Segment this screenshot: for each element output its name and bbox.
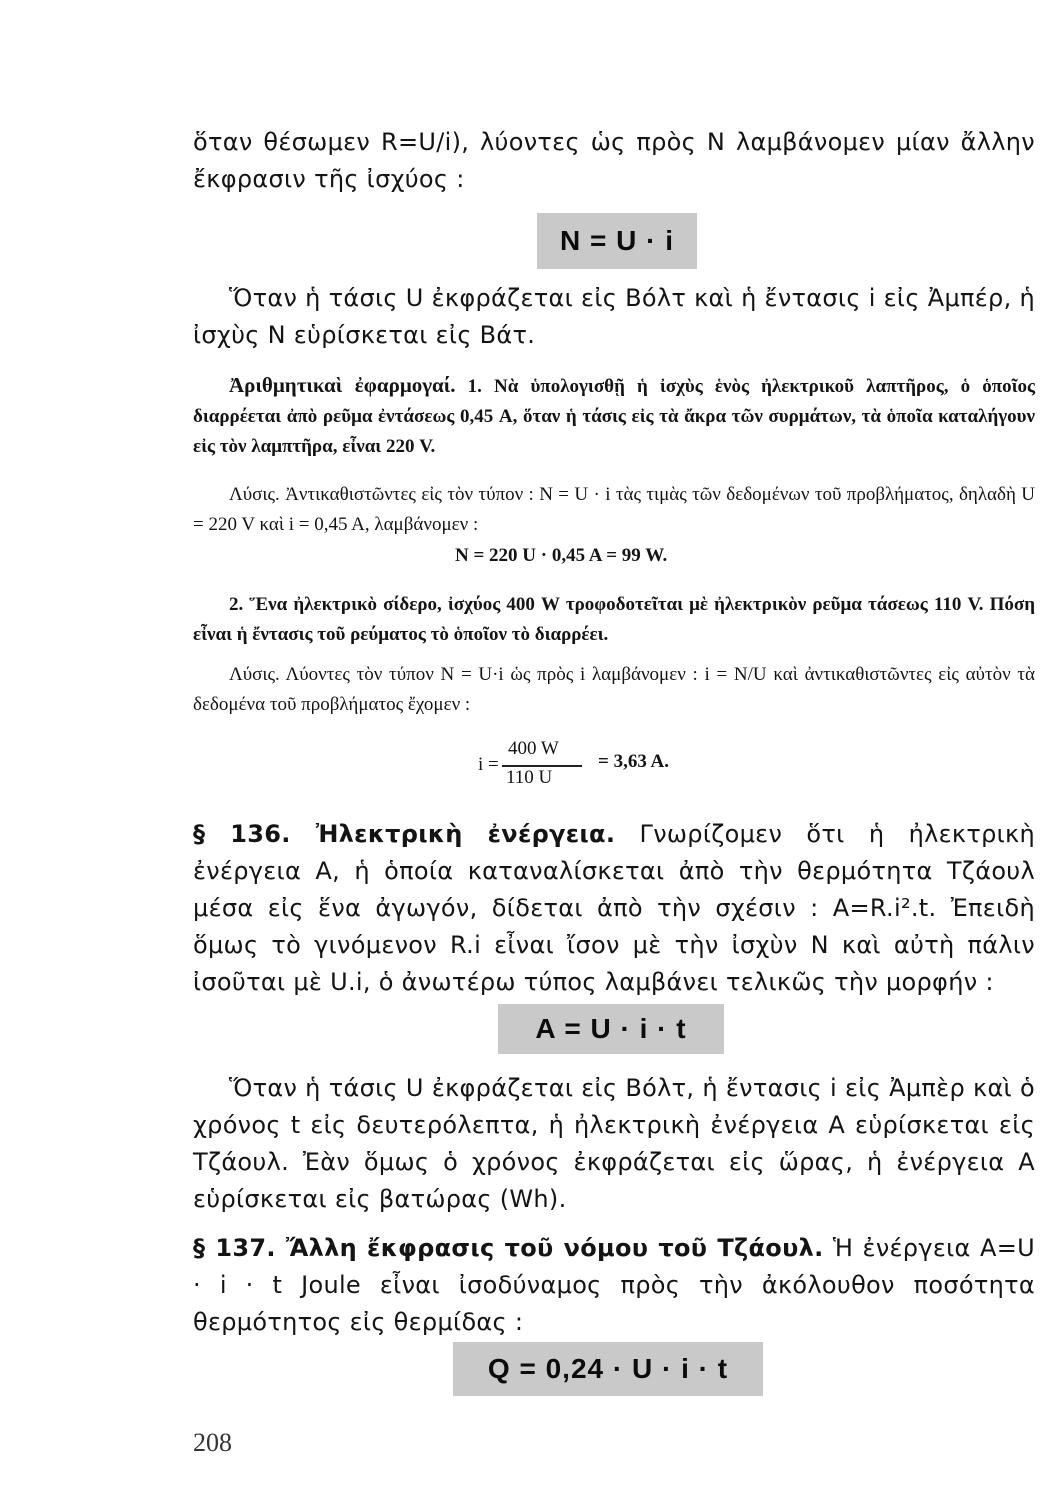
section136-paragraph [193,816,1035,1001]
problem1-text: 1. Νὰ ὑπολογισθῇ ἡ ἰσχὺς ἑνὸς ἠλεκτρικοῦ λαπτῆρος, ὁ ὁποῖος διαρρέεται ἀπὸ ρεῦμα ἐντάσεως 0,45 A, ὅταν ἡ τάσις εἰς τὰ ἄκρα τῶν συρμάτων, τὰ ὁποῖα καταλήγουν εἰς τὸν λαμπτῆρα, εἶναι 220 V. [193,376,1036,457]
section136-text: Γνωρίζομεν ὅτι ἡ ἠλεκτρικὴ ἐνέργεια A, ἡ ὁποία καταναλίσκεται ἀπὸ τὴν θερμότητα Τζάουλ μέσα εἰς ἕνα ἀγωγόν, δίδεται ἀπὸ τὴν σχέσιν : A=R.i².t. Ἐπειδὴ ὅμως τὸ γινόμενον R.i εἶναι ἴσον μὲ τὴν ἰσχὺν N καὶ αὐτὴ πάλιν ἰσοῦται μὲ U.i, ὁ ἀνωτέρω τύπος λαμβάνει τελικῶς τὴν μορφήν : [193,820,1035,996]
fraction-numerator: 400 W [508,738,559,759]
section136-heading: § 136. Ἠλεκτρικὴ ἐνέργεια. [193,820,616,848]
section136-units-paragraph: Ὅταν ἡ τάσις U ἐκφράζεται εἰς Βόλτ, ἡ ἔντασις i εἰς Ἀμπὲρ καὶ ὁ χρόνος t εἰς δευτερόλεπτα, ἡ ἠλεκτρικὴ ἐνέργεια A εὑρίσκεται εἰς Τζάουλ. Ἐὰν ὅμως ὁ χρόνος ἐκφράζεται εἰς ὥρας, ἡ ἐνέργεια A εὑρίσκεται εἰς βατώρας (Wh). [193,1074,1035,1213]
result1-line [455,545,667,567]
solution2-text: Λύοντες τὸν τύπον N = U·i ὡς πρὸς i λαμβάνομεν : i = N/U καὶ ἀντικαθιστῶντες εἰς αὐτὸν τὰ δεδομένα τοῦ προβλήματος ἔχομεν : [193,664,1035,715]
problem1-paragraph [193,370,1035,462]
fraction-result: = 3,63 A. [598,751,669,772]
page-number: 208 [193,1428,232,1457]
intro-paragraph: ὅταν θέσωμεν R=U/i), λύοντες ὡς πρὸς N λαμβάνομεν μίαν ἄλλην ἔκφρασιν τῆς ἰσχύος : [193,128,1035,193]
solution1-text: Ἀντικαθιστῶντες εἰς τὸν τύπον : N = U · i τὰς τιμὰς τῶν δεδομένων τοῦ προβλήματος, δηλαδὴ U = 220 V καὶ i = 0,45 A, λαμβάνομεν : [193,484,1035,535]
section137-heading: § 137. Ἄλλη ἔκφρασις τοῦ νόμου τοῦ Τζάουλ. [193,1234,824,1262]
section137-paragraph [193,1230,1035,1341]
result1: N = 220 U · 0,45 A = 99 W. [455,545,668,566]
solution2-paragraph [193,660,1035,720]
applications-heading: Ἀριθμητικαὶ ἐφαρμογαί. [229,373,456,397]
solution1-paragraph [193,480,1035,540]
solution1-label: Λύσις. [229,484,280,505]
problem2-paragraph [193,590,1035,650]
fraction-lhs: i = [478,754,499,775]
problem2-text: 2. Ἕνα ἠλεκτρικὸ σίδερο, ἰσχύος 400 W τροφοδοτεῖται μὲ ἠλεκτρικὸν ρεῦμα τάσεως 110 V. Πόση εἶναι ἡ ἔντασις τοῦ ρεύματος τὸ ὁποῖον τὸ διαρρέει. [193,594,1035,645]
solution2-label: Λύσις. [229,664,280,685]
section137-text: Ἡ ἐνέργεια A=U · i · t Joule εἶναι ἰσοδύναμος πρὸς τὴν ἀκόλουθον ποσότητα θερμότητος εἰς θερμίδας : [193,1234,1035,1336]
units-power-paragraph: Ὅταν ἡ τάσις U ἐκφράζεται εἰς Βόλτ καὶ ἡ ἔντασις i εἰς Ἀμπέρ, ἡ ἰσχὺς N εὑρίσκεται εἰς Βάτ. [193,284,1035,349]
formula-energy: A = U · i · t [498,1004,724,1054]
formula-power: N = U · i [537,213,697,269]
fraction-formula [478,738,738,798]
formula-heat: Q = 0,24 · U · i · t [453,1342,763,1396]
fraction-denominator: 110 U [506,767,553,788]
